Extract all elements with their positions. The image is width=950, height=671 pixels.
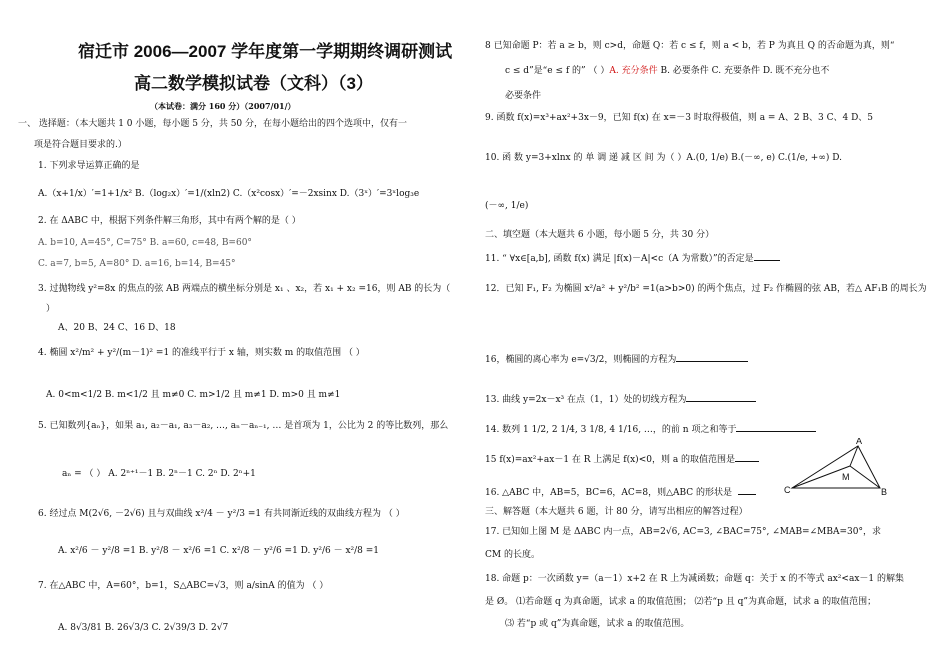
question-13-text: 13. 曲线 y=2x－x³ 在点（1，1）处的切线方程为 <box>485 395 687 405</box>
question-14-text: 14. 数列 1 1/2, 2 1/4, 3 1/8, 4 1/16, …，的前 n 项之和等于 <box>485 425 737 435</box>
answer-blank[interactable] <box>736 422 816 432</box>
question-5: 5. 已知数列{aₙ}，如果 a₁, a₂－a₁, a₃－a₂, …, aₙ－aₙ₋₁, … 是首项为 1，公比为 2 的等比数列，那么 <box>38 421 449 431</box>
question-2: 2. 在 ΔABC 中，根据下列条件解三角形，其中有两个解的是（ ） <box>38 216 301 226</box>
question-10: 10. 函 数 y=3+xlnx 的 单 调 递 减 区 间 为（ ）A.(0, 1/e) B.(－∞, e) C.(1/e, +∞) D. <box>485 153 842 163</box>
question-17-cont: CM 的长度。 <box>485 550 540 560</box>
question-18-cont: 是 Ø。 ⑴若命题 q 为真命题，试求 a 的取值范围； ⑵若“p 且 q”为真命题，试求 a 的取值范围； <box>485 597 877 607</box>
label-m: M <box>842 472 850 482</box>
answer-blank[interactable] <box>738 485 756 495</box>
label-a: A <box>856 438 863 446</box>
question-3: 3. 过抛物线 y²=8x 的焦点的弦 AB 两端点的横坐标分别是 x₁ 、x₂，若 x₁ + x₂ =16，则 AB 的长为（ <box>38 284 451 294</box>
question-9: 9. 函数 f(x)=x³+ax²+3x－9，已知 f(x) 在 x=－3 时取得极值，则 a = A、2 B、3 C、4 D、5 <box>485 113 874 123</box>
question-5-options: aₙ = （ ） A. 2ⁿ⁺¹－1 B. 2ⁿ－1 C. 2ⁿ D. 2ⁿ+1 <box>62 469 256 479</box>
exam-meta: （本试卷：满分 160 分）（2007/01/） <box>150 101 296 111</box>
question-3-cont: ） <box>46 304 56 314</box>
answer-blank[interactable] <box>754 251 780 261</box>
question-8: 8 已知命题 P：若 a ≥ b，则 c>d，命题 Q：若 c ≤ f，则 a < b，若 P 为真且 Q 的否命题为真，则“ <box>485 41 895 51</box>
question-8-tail: 必要条件 <box>505 91 542 101</box>
question-8-cont-text: c ≤ d”是“e ≤ f 的” （ ）A. 充分条件 B. 必要条件 C. 充要条件 D. 既不充分也不 <box>505 66 830 76</box>
section3-heading: 三、解答题（本大题共 6 题，计 80 分，请写出相应的解答过程） <box>485 507 748 517</box>
question-7-options: A. 8√3/81 B. 26√3/3 C. 2√39/3 D. 2√7 <box>58 623 229 633</box>
question-16-text: 16. △ABC 中，AB=5，BC=6，AC=8，则△ABC 的形状是 <box>485 488 733 498</box>
question-8-answer-highlight: A. 充分条件 <box>609 66 658 76</box>
exam-title-line2: 高二数学模拟试卷（文科）（3） <box>134 74 373 93</box>
segment-bm <box>850 466 880 488</box>
question-10-tail: (－∞, 1/e) <box>485 201 529 211</box>
question-18-tail: ⑶ 若“p 或 q”为真命题，试求 a 的取值范围。 <box>505 619 690 629</box>
section1-intro: 一、 选择题：（本大题共 1 0 小题，每小题 5 分，共 50 分，在每小题给出的四个选项中，仅有一 <box>18 119 408 129</box>
question-2-options-ab: A. b=10, A=45°, C=75° B. a=60, c=48, B=60° <box>38 238 252 248</box>
question-18: 18. 命题 p：一次函数 y=（a－1）x+2 在 R 上为减函数；命题 q：关于 x 的不等式 ax²<ax－1 的解集 <box>485 574 904 584</box>
question-15-text: 15 f(x)=ax²+ax－1 在 R 上满足 f(x)<0，则 a 的取值范围是 <box>485 455 736 465</box>
question-11-text: 11. “ ∀x∈[a,b], 函数 f(x) 满足 |f(x)－A|<c（A 为常数）”的否定是 <box>485 254 754 264</box>
question-12-cont-text: 16，椭圆的离心率为 e=√3/2，则椭圆的方程为 <box>485 355 677 365</box>
answer-blank[interactable] <box>676 352 748 362</box>
question-16 <box>485 485 756 499</box>
question-2-options-cd: C. a=7, b=5, A=80° D. a=16, b=14, B=45° <box>38 259 236 269</box>
section2-heading: 二、填空题（本大题共 6 小题，每小题 5 分，共 30 分） <box>485 230 715 240</box>
triangle-abc <box>792 446 880 488</box>
question-15 <box>485 452 759 466</box>
answer-blank[interactable] <box>735 452 759 462</box>
question-12-cont <box>485 352 748 366</box>
question-12: 12．已知 F₁, F₂ 为椭圆 x²/a² + y²/b² =1(a>b>0) 的两个焦点，过 F₂ 作椭圆的弦 AB，若△ AF₁B 的周长为 <box>485 284 927 294</box>
question-1: 1. 下列求导运算正确的是 <box>38 161 140 171</box>
triangle-figure <box>784 438 894 496</box>
question-3-options: A、20 B、24 C、16 D、18 <box>58 323 176 333</box>
question-8-cont <box>505 65 829 77</box>
label-c: C <box>784 485 791 495</box>
question-17: 17. 已知如上图 M 是 ΔABC 内一点，AB=2√6, AC=3, ∠BAC=75°, ∠MAB=∠MBA=30°，求 <box>485 527 881 537</box>
question-11 <box>485 251 780 265</box>
question-4-options: A. 0<m<1/2 B. m<1/2 且 m≠0 C. m>1/2 且 m≠1 D. m>0 且 m≠1 <box>46 390 341 400</box>
question-7: 7. 在△ABC 中，A=60°，b=1，S△ABC=√3，则 a/sinA 的值为 （ ） <box>38 581 329 591</box>
question-14 <box>485 422 816 436</box>
question-6: 6. 经过点 M(2√6, －2√6) 且与双曲线 x²/4 － y²/3 =1 有共同渐近线的双曲线方程为 （ ） <box>38 509 405 519</box>
question-4: 4. 椭圆 x²/m² + y²/(m－1)² =1 的准线平行于 x 轴，则实数 m 的取值范围 （ ） <box>38 348 365 358</box>
question-13 <box>485 392 756 406</box>
exam-title-line1: 宿迁市 2006—2007 学年度第一学期期终调研测试 <box>78 42 453 61</box>
question-1-options: A.（x+1/x）′=1+1/x² B.（log₂x）′=1/(xln2) C.（x²cosx）′=－2xsinx D.（3ˣ）′=3ˣlog₃e <box>38 189 420 199</box>
answer-blank[interactable] <box>686 392 756 402</box>
question-6-options: A. x²/6 － y²/8 =1 B. y²/8 － x²/6 =1 C. x²/8 － y²/6 =1 D. y²/6 － x²/8 =1 <box>58 546 380 556</box>
section1-intro-cont: 项是符合题目要求的.） <box>34 140 127 150</box>
label-b: B <box>881 487 888 496</box>
